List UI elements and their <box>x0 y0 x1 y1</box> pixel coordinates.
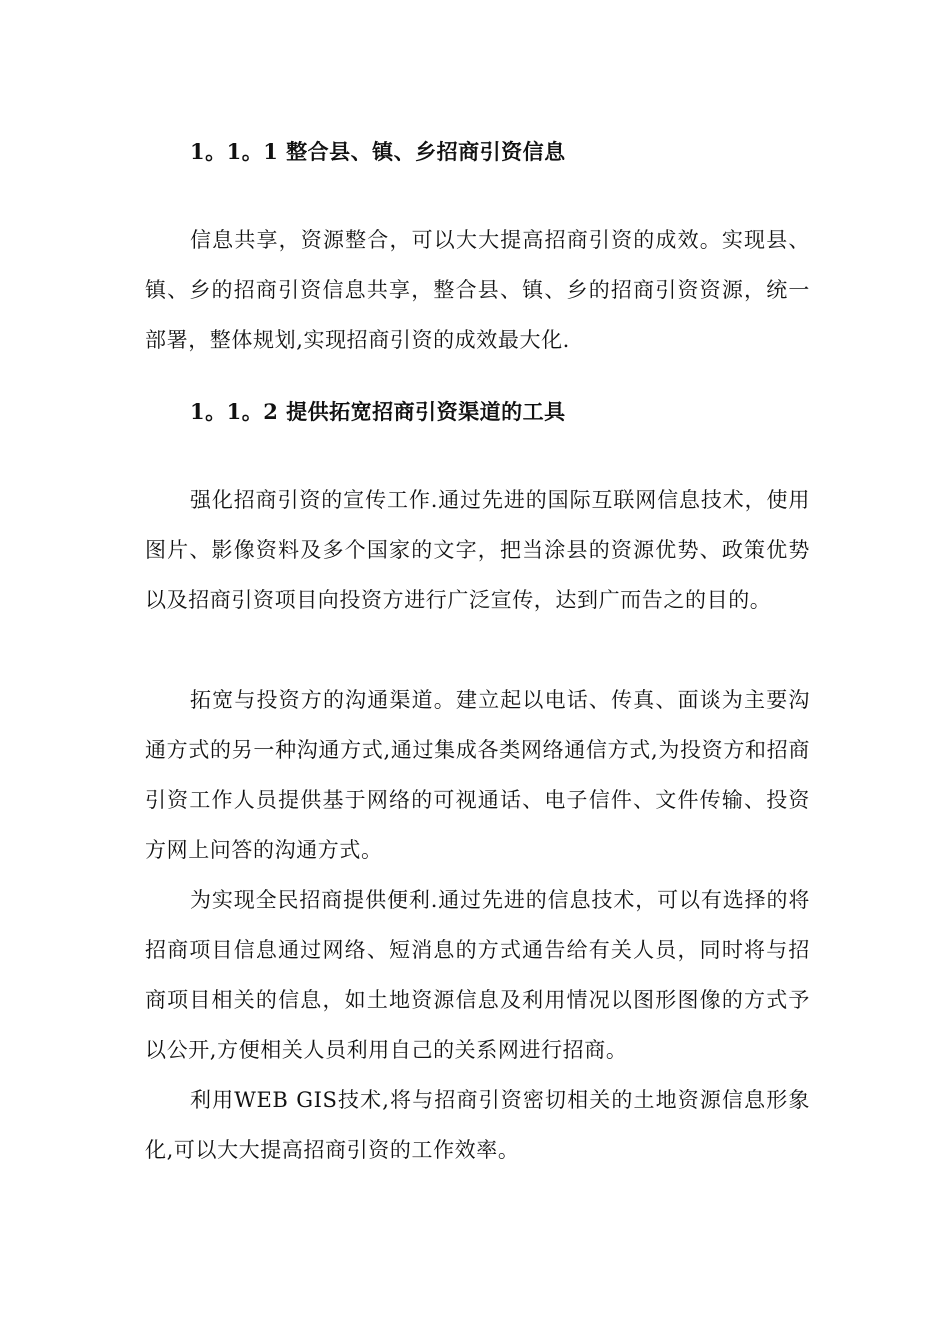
section-heading-1-1-2: 1。1。2 提供拓宽招商引资渠道的工具 <box>190 399 566 424</box>
paragraph-public-investment: 为实现全民招商提供便利.通过先进的信息技术，可以有选择的将招商项目信息通过网络、短消息的方式通告给有关人员，同时将与招商项目相关的信息，如土地资源信息及利用情况以图形图像的方式予以公开,方便相关人员利用自己的关系网进行招商。 <box>145 888 810 1062</box>
paragraph-info-sharing: 信息共享，资源整合，可以大大提高招商引资的成效。实现县、镇、乡的招商引资信息共享，整合县、镇、乡的招商引资资源，统一部署，整体规划,实现招商引资的成效最大化. <box>145 228 810 352</box>
paragraph-promotion: 强化招商引资的宣传工作.通过先进的国际互联网信息技术，使用图片、影像资料及多个国家的文字，把当涂县的资源优势、政策优势以及招商引资项目向投资方进行广泛宣传，达到广而告之的目的。 <box>145 488 810 612</box>
section-heading-1-1-1: 1。1。1 整合县、镇、乡招商引资信息 <box>190 139 566 164</box>
paragraph-web-gis: 利用WEB GIS技术,将与招商引资密切相关的土地资源信息形象化,可以大大提高招商引资的工作效率。 <box>145 1088 810 1162</box>
paragraph-communication-channels: 拓宽与投资方的沟通渠道。建立起以电话、传真、面谈为主要沟通方式的另一种沟通方式,通过集成各类网络通信方式,为投资方和招商引资工作人员提供基于网络的可视通话、电子信件、文件传输、投资方网上问答的沟通方式。 <box>145 688 810 862</box>
